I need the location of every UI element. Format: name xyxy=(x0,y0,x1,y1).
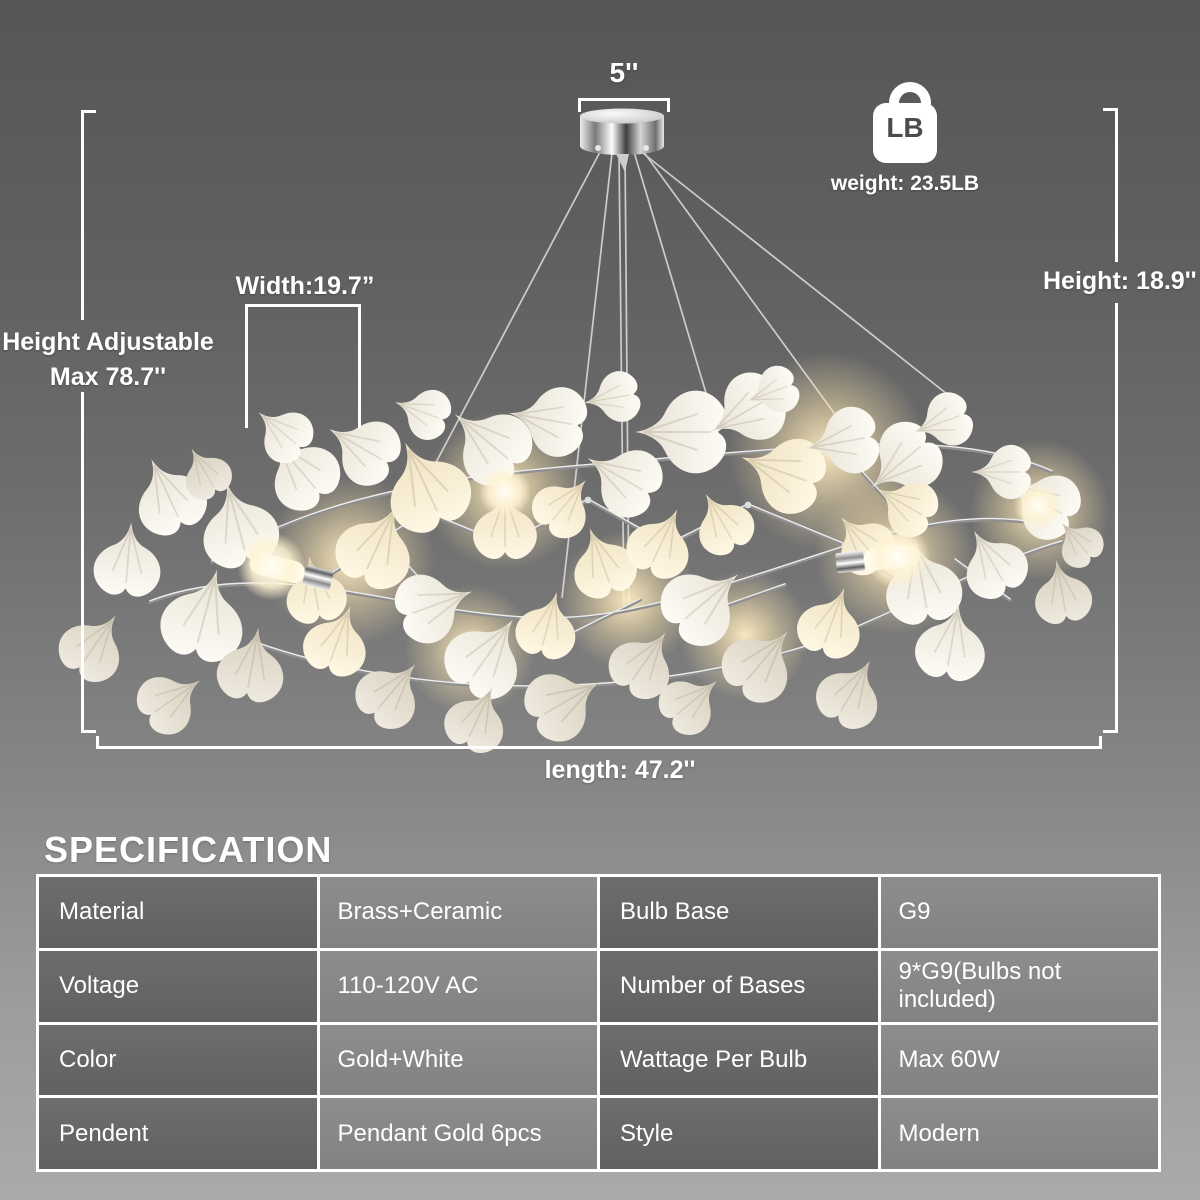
spec-label: Material xyxy=(39,877,317,948)
width-label: Width:19.7” xyxy=(235,272,375,300)
height-adjustable-tick-bottom xyxy=(81,730,96,733)
height-adjustable-label: Height Adjustable Max 78.7'' xyxy=(2,328,214,391)
width-leg-right xyxy=(358,304,361,428)
spec-label: Number of Bases xyxy=(600,951,878,1022)
spec-label: Color xyxy=(39,1025,317,1096)
spec-value: Gold+White xyxy=(320,1025,598,1096)
height-adjustable-tick-top xyxy=(81,110,96,113)
weight-unit-badge: LB xyxy=(886,112,924,143)
width-line xyxy=(245,304,361,307)
spec-label: Bulb Base xyxy=(600,877,878,948)
height-adjustable-line-bottom xyxy=(81,392,84,733)
canopy-width-line xyxy=(578,98,670,101)
spec-label: Pendent xyxy=(39,1098,317,1169)
spec-value: Max 60W xyxy=(881,1025,1159,1096)
bulb-glow-center xyxy=(479,466,531,518)
height-tick-bottom xyxy=(1103,730,1118,733)
spec-heading: SPECIFICATION xyxy=(44,829,333,870)
canopy-width-tick-left xyxy=(578,98,581,112)
weight-label: weight: 23.5LB xyxy=(830,172,980,195)
canopy-width-tick-right xyxy=(667,98,670,112)
spec-value: 110-120V AC xyxy=(320,951,598,1022)
canopy-width-label: 5'' xyxy=(609,57,639,88)
height-line-bottom xyxy=(1115,303,1118,733)
length-tick-right xyxy=(1099,736,1102,749)
width-leg-left xyxy=(245,304,248,428)
height-adjustable-line-top xyxy=(81,110,84,320)
height-tick-top xyxy=(1103,108,1118,111)
spec-value: Brass+Ceramic xyxy=(320,877,598,948)
length-label: length: 47.2'' xyxy=(544,756,696,784)
spec-table xyxy=(36,874,1161,1172)
spec-value: Modern xyxy=(881,1098,1159,1169)
spec-value: Pendant Gold 6pcs xyxy=(320,1098,598,1169)
height-label: Height: 18.9'' xyxy=(1043,267,1197,295)
bulb-glow-far-right xyxy=(1014,482,1062,530)
spec-value: 9*G9(Bulbs not included) xyxy=(881,951,1159,1022)
spec-label: Voltage xyxy=(39,951,317,1022)
height-line-top xyxy=(1115,108,1118,262)
spec-label: Style xyxy=(600,1098,878,1169)
spec-value: G9 xyxy=(881,877,1159,948)
spec-label: Wattage Per Bulb xyxy=(600,1025,878,1096)
length-line xyxy=(96,746,1102,749)
length-tick-left xyxy=(96,736,99,749)
